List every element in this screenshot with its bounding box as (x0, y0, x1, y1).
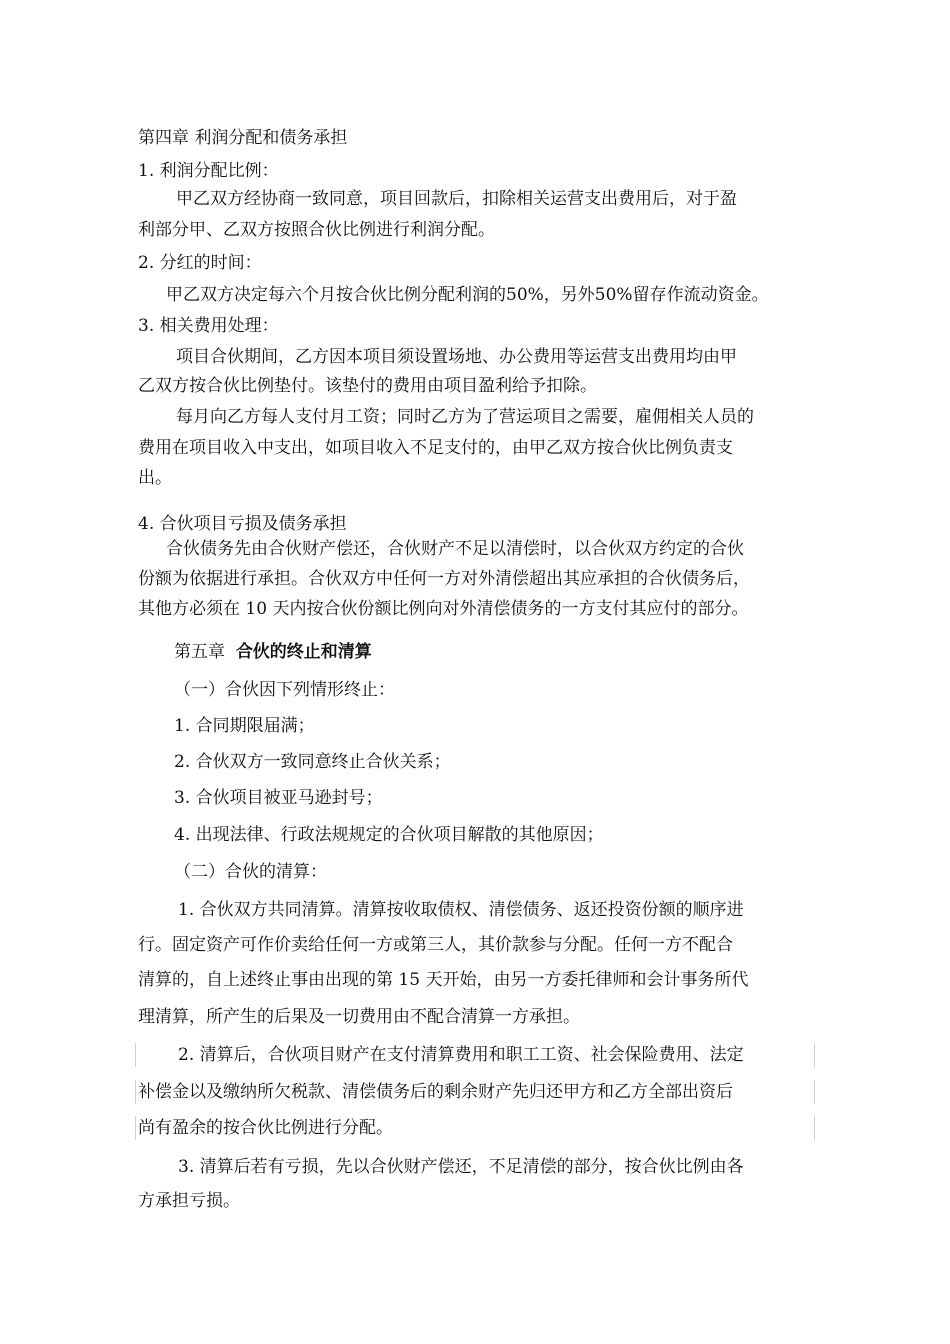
list-item: 2. 合伙双方一致同意终止合伙关系； (174, 752, 451, 772)
section-4-heading: 4. 合伙项目亏损及债务承担 (138, 514, 347, 534)
section-3-text-line: 每月向乙方每人支付月工资；同时乙方为了营运项目之需要，雇佣相关人员的 (176, 407, 754, 427)
section-3-heading: 3. 相关费用处理： (138, 316, 279, 336)
list-item: 1. 合同期限届满； (174, 716, 315, 736)
clause-2-line: 尚有盈余的按合伙比例进行分配。 (138, 1118, 393, 1138)
section-1-text-line: 利部分甲、乙双方按照合伙比例进行利润分配。 (138, 220, 495, 240)
list-item: 3. 合伙项目被亚马逊封号； (174, 788, 383, 808)
part-2-heading: （二）合伙的清算： (174, 862, 327, 882)
section-4-text-line: 其他方必须在 10 天内按合伙份额比例向对外清偿债务的一方支付其应付的部分。 (138, 599, 749, 619)
chapter-5-number: 第五章 (174, 642, 225, 662)
clause-1-line: 1. 合伙双方共同清算。清算按收取债权、清偿债务、返还投资份额的顺序进 (178, 900, 744, 920)
chapter-5-title (174, 640, 372, 664)
clause-1-line: 清算的，自上述终止事由出现的第 15 天开始，由另一方委托律师和会计事务所代 (138, 970, 749, 990)
part-1-heading: （一）合伙因下列情形终止： (174, 680, 395, 700)
section-3-text-line: 出。 (138, 468, 172, 488)
section-1-heading: 1. 利润分配比例： (138, 161, 279, 181)
list-item: 4. 出现法律、行政法规规定的合伙项目解散的其他原因； (174, 825, 604, 845)
section-3-text-line: 乙双方按合伙比例垫付。该垫付的费用由项目盈利给予扣除。 (138, 376, 597, 396)
chapter-5-name: 合伙的终止和清算 (235, 642, 372, 662)
section-3-text-line: 费用在项目收入中支出，如项目收入不足支付的，由甲乙双方按合伙比例负责支 (138, 438, 733, 458)
section-4-text-line: 合伙债务先由合伙财产偿还，合伙财产不足以清偿时，以合伙双方约定的合伙 (166, 539, 744, 559)
section-1-text-line: 甲乙双方经协商一致同意，项目回款后，扣除相关运营支出费用后，对于盈 (176, 189, 737, 209)
clause-3-line: 3. 清算后若有亏损，先以合伙财产偿还，不足清偿的部分，按合伙比例由各 (178, 1157, 744, 1177)
clause-3-line: 方承担亏损。 (138, 1191, 240, 1211)
clause-2-line: 补偿金以及缴纳所欠税款、清偿债务后的剩余财产先归还甲方和乙方全部出资后 (138, 1082, 733, 1102)
clause-2-line: 2. 清算后，合伙项目财产在支付清算费用和职工工资、社会保险费用、法定 (178, 1045, 744, 1065)
section-2-text-line: 甲乙双方决定每六个月按合伙比例分配利润的50%，另外50%留存作流动资金。 (166, 285, 769, 305)
clause-1-line: 行。固定资产可作价卖给任何一方或第三人，其价款参与分配。任何一方不配合 (138, 935, 733, 955)
chapter-4-title: 第四章 利润分配和债务承担 (138, 128, 348, 148)
section-2-heading: 2. 分红的时间： (138, 253, 262, 273)
clause-1-line: 理清算，所产生的后果及一切费用由不配合清算一方承担。 (138, 1007, 580, 1027)
section-3-text-line: 项目合伙期间，乙方因本项目须设置场地、办公费用等运营支出费用均由甲 (176, 347, 737, 367)
section-4-text-line: 份额为依据进行承担。合伙双方中任何一方对外清偿超出其应承担的合伙债务后， (138, 569, 750, 589)
